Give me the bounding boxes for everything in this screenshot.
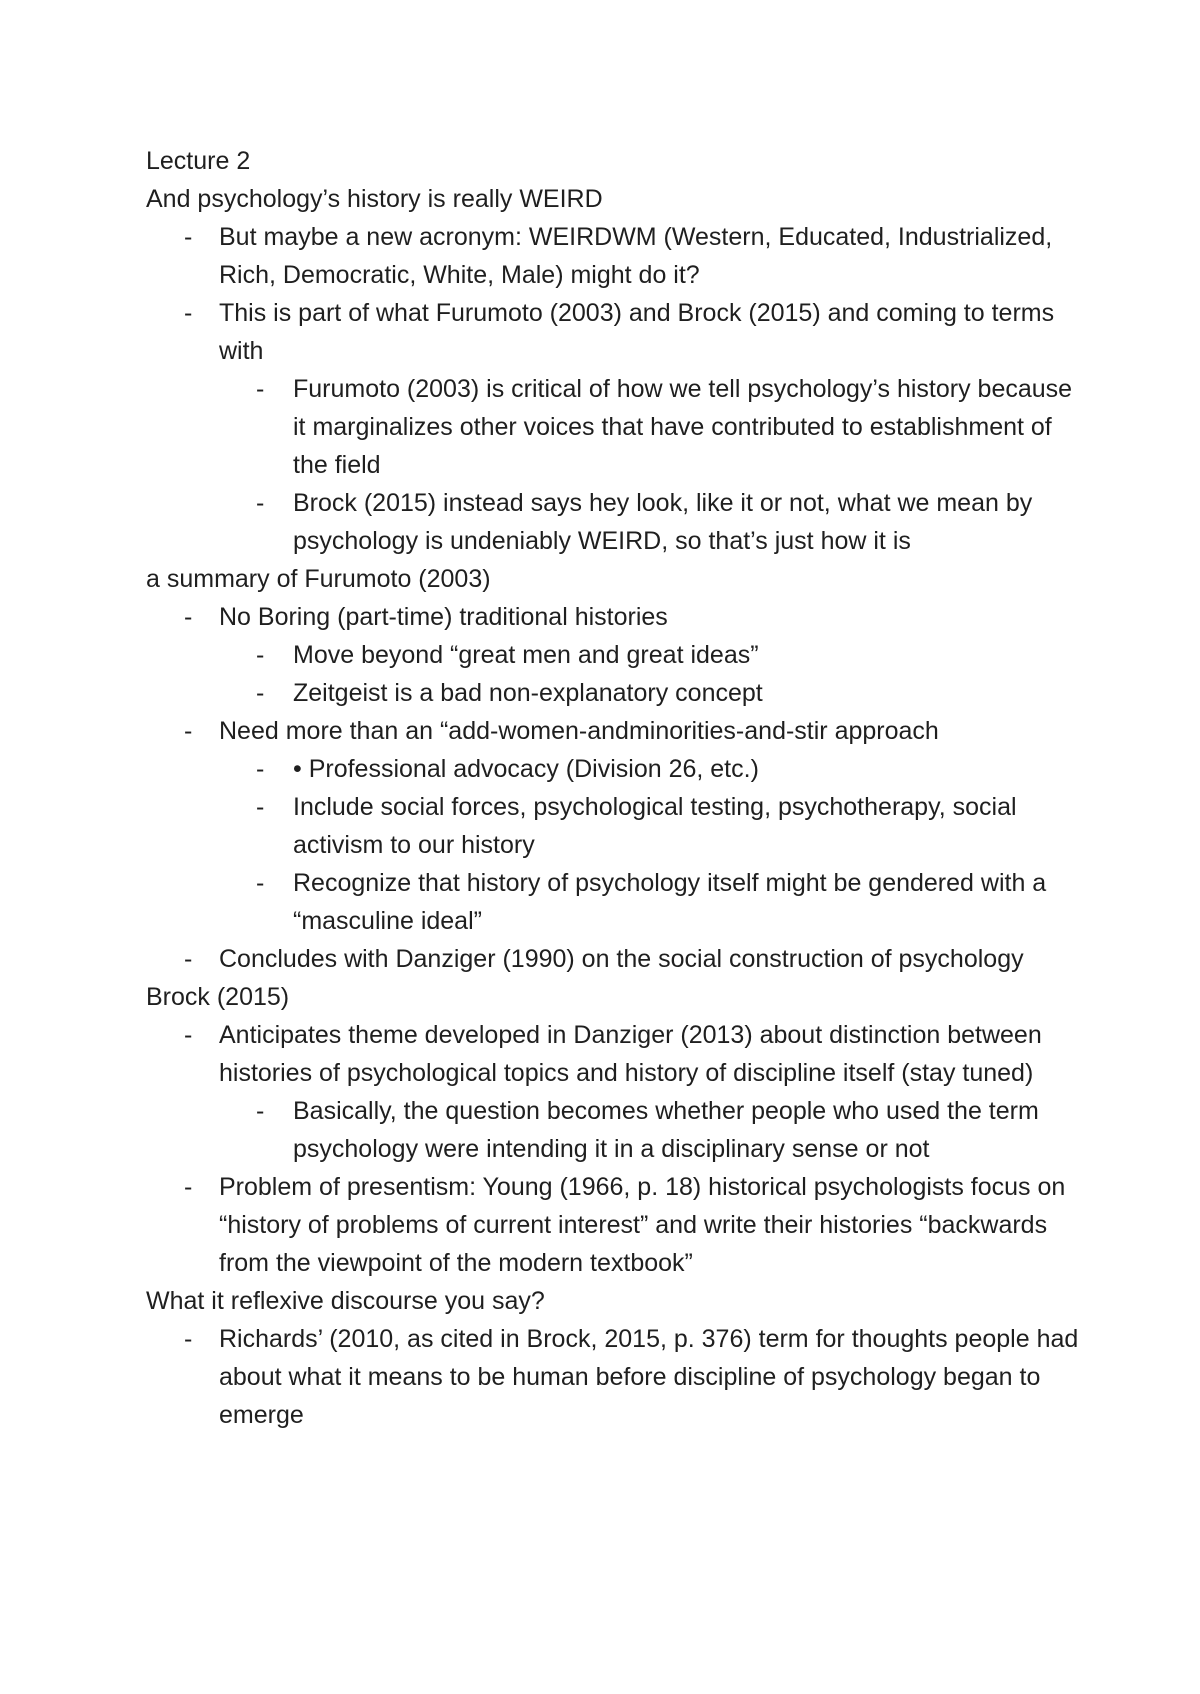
list-item-text: Basically, the question becomes whether people who used the term psychology were intending it in a disciplinary sense or not bbox=[293, 1097, 1039, 1163]
list-item-text: Move beyond “great men and great ideas” bbox=[293, 641, 759, 669]
list-item-text: No Boring (part-time) traditional histories bbox=[219, 603, 668, 631]
dash-marker: - bbox=[184, 223, 193, 251]
list-item bbox=[146, 750, 1086, 788]
list-item-text: • Professional advocacy (Division 26, etc.) bbox=[293, 755, 759, 783]
dash-marker: - bbox=[184, 1325, 193, 1353]
list-item bbox=[146, 484, 1086, 560]
section-heading: What it reflexive discourse you say? bbox=[146, 1287, 545, 1315]
list-item-text: Recognize that history of psychology itself might be gendered with a “masculine ideal” bbox=[293, 869, 1047, 935]
list-item bbox=[146, 1168, 1086, 1282]
dash-marker: - bbox=[184, 717, 193, 745]
dash-marker: - bbox=[256, 375, 265, 403]
section-heading: a summary of Furumoto (2003) bbox=[146, 565, 491, 593]
list-item bbox=[146, 674, 1086, 712]
dash-marker: - bbox=[256, 793, 265, 821]
dash-marker: - bbox=[184, 945, 193, 973]
list-item bbox=[146, 598, 1086, 636]
section-heading: And psychology’s history is really WEIRD bbox=[146, 185, 603, 213]
list-item bbox=[146, 1320, 1086, 1434]
list-item bbox=[146, 940, 1086, 978]
list-item-text: Need more than an “add-women-andminorities-and-stir approach bbox=[219, 717, 939, 745]
dash-marker: - bbox=[256, 755, 265, 783]
list-item bbox=[146, 712, 1086, 750]
list-item bbox=[146, 218, 1086, 294]
dash-marker: - bbox=[256, 869, 265, 897]
list-item-text: Concludes with Danziger (1990) on the social construction of psychology bbox=[219, 945, 1024, 973]
list-item bbox=[146, 788, 1086, 864]
list-item-text: Brock (2015) instead says hey look, like it or not, what we mean by psychology is undeniably WEIRD, so that’s just how it is bbox=[293, 489, 1033, 555]
doc-title: Lecture 2 bbox=[146, 147, 251, 175]
section-heading: Brock (2015) bbox=[146, 983, 290, 1011]
dash-marker: - bbox=[184, 603, 193, 631]
list-item-text: Anticipates theme developed in Danziger (2013) about distinction between histories of psychological topics and history of discipline itself (stay tuned) bbox=[219, 1021, 1042, 1087]
list-item-text: Problem of presentism: Young (1966, p. 18) historical psychologists focus on “history of problems of current interest” and write their histories “backwards from the viewpoint of the modern textbook” bbox=[219, 1173, 1066, 1277]
list-item bbox=[146, 370, 1086, 484]
list-item bbox=[146, 1092, 1086, 1168]
list-item-text: This is part of what Furumoto (2003) and Brock (2015) and coming to terms with bbox=[219, 299, 1055, 365]
list-item-text: But maybe a new acronym: WEIRDWM (Western, Educated, Industrialized, Rich, Democratic, White, Male) might do it? bbox=[219, 223, 1053, 289]
dash-marker: - bbox=[256, 679, 265, 707]
dash-marker: - bbox=[256, 641, 265, 669]
document-page bbox=[146, 142, 1086, 1434]
dash-marker: - bbox=[256, 489, 265, 517]
dash-marker: - bbox=[184, 299, 193, 327]
list-item-text: Furumoto (2003) is critical of how we tell psychology’s history because it marginalizes other voices that have contributed to establishment of the field bbox=[293, 375, 1073, 479]
dash-marker: - bbox=[256, 1097, 265, 1125]
list-item bbox=[146, 864, 1086, 940]
list-item-text: Zeitgeist is a bad non-explanatory concept bbox=[293, 679, 763, 707]
list-item-text: Include social forces, psychological testing, psychotherapy, social activism to our history bbox=[293, 793, 1017, 859]
list-item bbox=[146, 294, 1086, 370]
dash-marker: - bbox=[184, 1021, 193, 1049]
dash-marker: - bbox=[184, 1173, 193, 1201]
list-item bbox=[146, 636, 1086, 674]
list-item-text: Richards’ (2010, as cited in Brock, 2015, p. 376) term for thoughts people had about what it means to be human before discipline of psychology began to emerge bbox=[219, 1325, 1079, 1429]
list-item bbox=[146, 1016, 1086, 1092]
